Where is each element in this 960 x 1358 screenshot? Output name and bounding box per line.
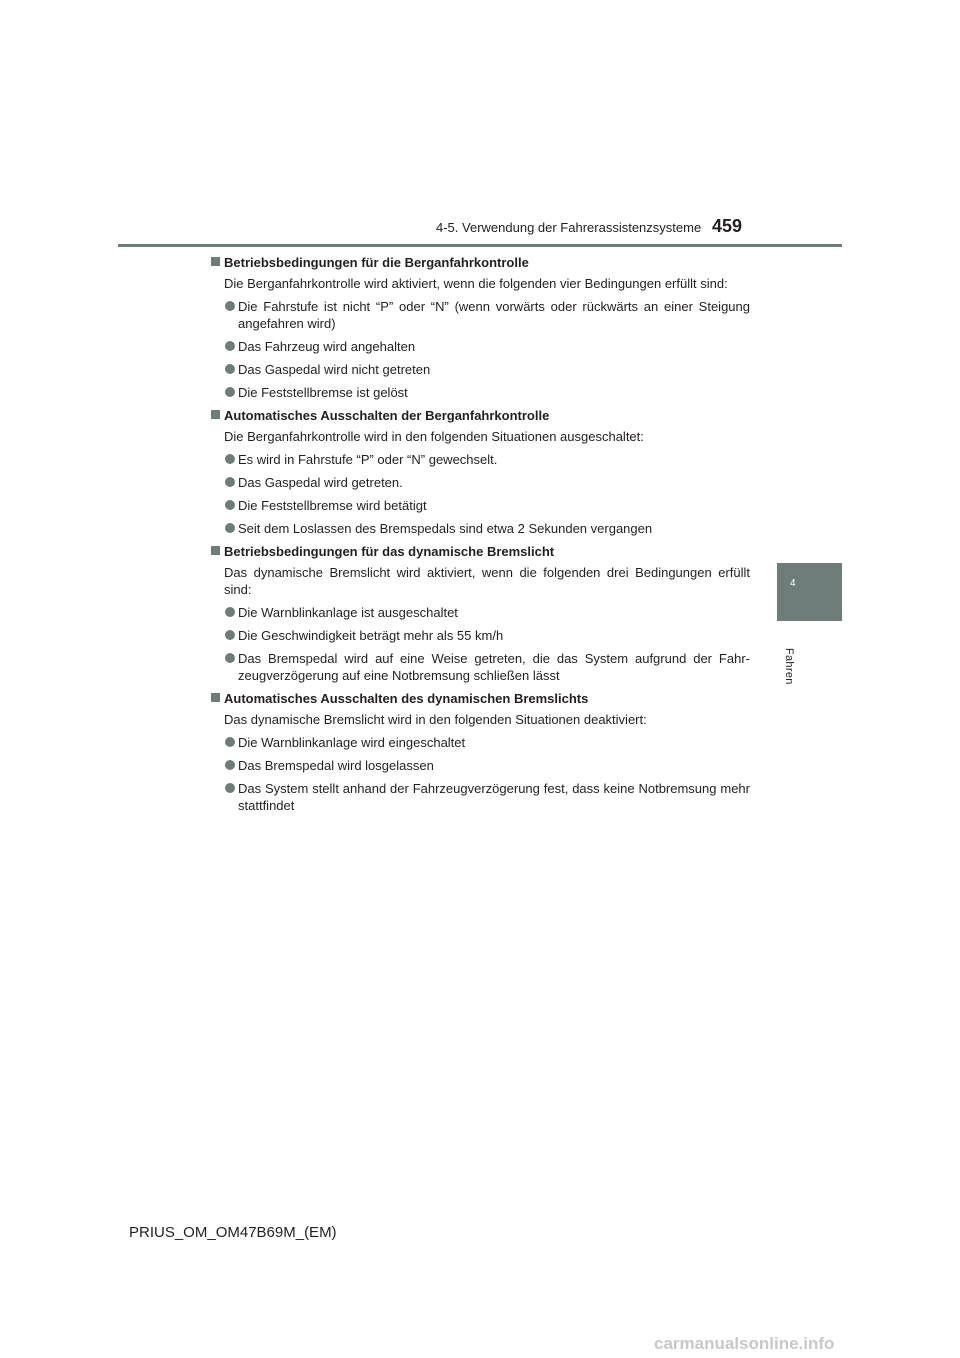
circle-bullet-icon [225,607,235,617]
list-item-text: Seit dem Loslassen des Bremspedals sind etwa 2 Sekunden vergangen [238,521,653,536]
section-intro: Das dynamische Bremslicht wird in den folgenden Situationen deaktiviert: [224,712,647,727]
section [210,543,750,684]
list-item [210,780,750,814]
section-heading [210,254,750,271]
section-intro: Die Berganfahrkontrolle wird in den folgenden Situationen ausgeschaltet: [224,429,644,444]
list-item [210,361,750,378]
chapter-label: Fahren [783,648,795,685]
list-item [210,338,750,355]
circle-bullet-icon [225,523,235,533]
circle-bullet-icon [225,630,235,640]
section-heading [210,407,750,424]
list-item-text: Die Geschwindigkeit beträgt mehr als 55 km/h [238,628,504,643]
list-item [210,497,750,514]
list-item [210,627,750,644]
list-item-text: Die Warnblinkanlage wird eingeschaltet [238,735,466,750]
square-bullet-icon [211,693,220,702]
list-item [210,604,750,621]
chapter-tab [777,563,842,621]
section-heading-text: Betriebsbedingungen für das dynamische Bremslicht [224,544,555,559]
list-item-text: Das Bremspedal wird auf eine Weise getreten, die das System aufgrund der Fahr-zeugverzögerung auf eine Notbremsung schließen lässt [238,651,750,683]
content [210,254,750,820]
list-item [210,384,750,401]
list-item-text: Die Feststellbremse wird betätigt [238,498,427,513]
circle-bullet-icon [225,387,235,397]
section-intro: Die Berganfahrkontrolle wird aktiviert, wenn die folgenden vier Bedingungen erfüllt sind: [224,276,728,291]
section-heading [210,690,750,707]
section-intro: Das dynamische Bremslicht wird aktiviert, wenn die folgenden drei Bedingungen erfüllt sind: [224,565,750,597]
circle-bullet-icon [225,301,235,311]
list-item [210,757,750,774]
section [210,254,750,401]
section-heading [210,543,750,560]
list-item-text: Die Warnblinkanlage ist ausgeschaltet [238,605,458,620]
list-item-text: Das Gaspedal wird getreten. [238,475,403,490]
square-bullet-icon [211,257,220,266]
circle-bullet-icon [225,737,235,747]
list-item-text: Die Feststellbremse ist gelöst [238,385,408,400]
list-item [210,474,750,491]
circle-bullet-icon [225,341,235,351]
section [210,690,750,814]
footer-document-code: PRIUS_OM_OM47B69M_(EM) [129,1224,337,1241]
section-heading-text: Automatisches Ausschalten des dynamischen Bremslichts [224,691,589,706]
header-divider [118,244,842,247]
square-bullet-icon [211,410,220,419]
section-heading-text: Betriebsbedingungen für die Berganfahrkontrolle [224,255,529,270]
list-item [210,451,750,468]
list-item-text: Die Fahrstufe ist nicht “P” oder “N” (wenn vorwärts oder rückwärts an einer Steigung angefahren wird) [238,299,750,331]
circle-bullet-icon [225,500,235,510]
circle-bullet-icon [225,477,235,487]
list-item-text: Das System stellt anhand der Fahrzeugverzögerung fest, dass keine Notbremsung mehr stattfindet [238,781,750,813]
circle-bullet-icon [225,783,235,793]
watermark: carmanualsonline.info [654,1334,835,1353]
list-item [210,520,750,537]
circle-bullet-icon [225,760,235,770]
list-item-text: Es wird in Fahrstufe “P” oder “N” gewechselt. [238,452,498,467]
circle-bullet-icon [225,454,235,464]
circle-bullet-icon [225,653,235,663]
circle-bullet-icon [225,364,235,374]
list-item [210,650,750,684]
list-item [210,298,750,332]
header-title: 4-5. Verwendung der Fahrerassistenzsysteme [436,220,702,235]
list-item-text: Das Bremspedal wird losgelassen [238,758,434,773]
section-heading-text: Automatisches Ausschalten der Berganfahrkontrolle [224,408,550,423]
page-number: 459 [712,216,743,236]
chapter-number: 4 [790,578,796,589]
square-bullet-icon [211,546,220,555]
section [210,407,750,537]
list-item-text: Das Fahrzeug wird angehalten [238,339,416,354]
list-item [210,734,750,751]
list-item-text: Das Gaspedal wird nicht getreten [238,362,431,377]
